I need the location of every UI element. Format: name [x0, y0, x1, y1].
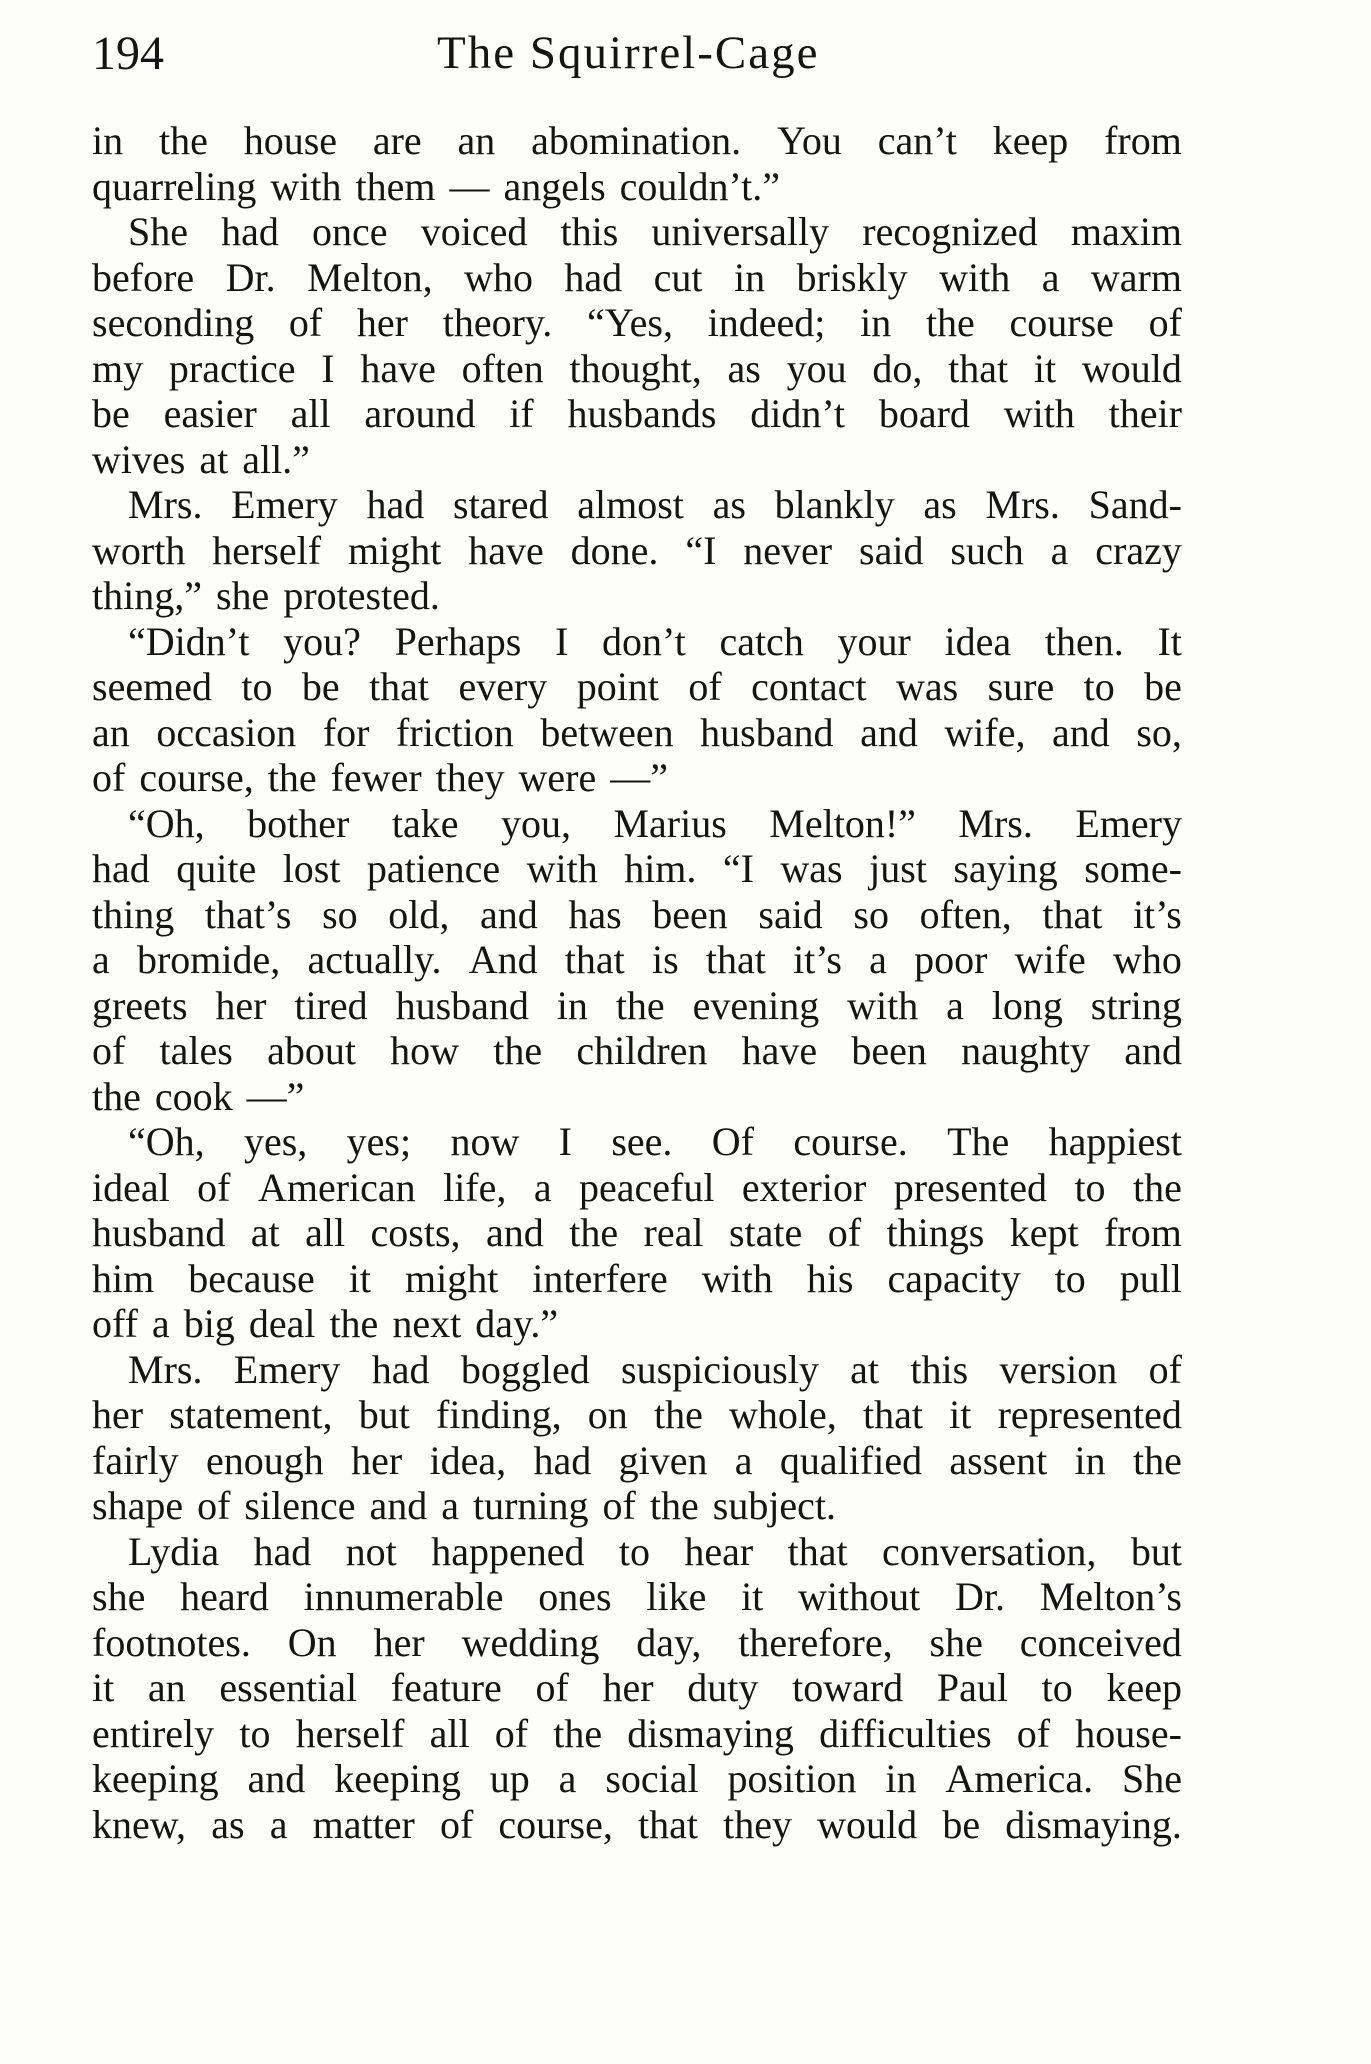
text-line: “Didn’t you? Perhaps I don’t catch your idea then. It: [128, 618, 1182, 664]
text-line: footnotes. On her wedding day, therefore, she conceived: [92, 1619, 1182, 1665]
text-line: She had once voiced this universally recognized maxim: [128, 209, 1182, 254]
text-line: her statement, but finding, on the whole, that it represented: [92, 1392, 1182, 1437]
text-line: fairly enough her idea, had given a qualified assent in the: [92, 1437, 1182, 1483]
page-number: 194: [92, 27, 164, 80]
text-line: in the house are an abomination. You can’t keep from: [92, 118, 1182, 163]
text-line: husband at all costs, and the real state of things kept from: [92, 1210, 1182, 1255]
text-line: entirely to herself all of the dismaying difficulties of house-: [92, 1710, 1182, 1756]
body-text: [92, 118, 1182, 1847]
text-line: knew, as a matter of course, that they would be dismaying.: [92, 1801, 1182, 1847]
text-line: my practice I have often thought, as you do, that it would: [92, 345, 1182, 391]
text-line: quarreling with them — angels couldn’t.”: [92, 163, 781, 209]
text-line: him because it might interfere with his capacity to pull: [92, 1255, 1182, 1301]
text-line: had quite lost patience with him. “I was just saying some-: [92, 846, 1182, 891]
text-line: of tales about how the children have been naughty and: [92, 1028, 1182, 1073]
text-line: keeping and keeping up a social position in America. She: [92, 1756, 1182, 1801]
text-line: Mrs. Emery had boggled suspiciously at this version of: [128, 1346, 1182, 1392]
text-line: she heard innumerable ones like it without Dr. Melton’s: [92, 1574, 1182, 1619]
text-line: it an essential feature of her duty toward Paul to keep: [92, 1665, 1182, 1710]
text-line: “Oh, bother take you, Marius Melton!” Mrs. Emery: [128, 800, 1182, 846]
text-line: a bromide, actually. And that is that it’s a poor wife who: [92, 937, 1182, 982]
text-line: be easier all around if husbands didn’t board with their: [92, 391, 1182, 436]
text-line: Mrs. Emery had stared almost as blankly as Mrs. Sand-: [128, 482, 1182, 527]
text-line: wives at all.”: [92, 436, 310, 482]
text-line: worth herself might have done. “I never said such a crazy: [92, 527, 1182, 573]
text-line: before Dr. Melton, who had cut in briskly with a warm: [92, 254, 1182, 300]
text-line: thing that’s so old, and has been said so often, that it’s: [92, 891, 1182, 937]
text-line: shape of silence and a turning of the subject.: [92, 1483, 837, 1528]
text-line: an occasion for friction between husband and wife, and so,: [92, 709, 1182, 755]
text-line: of course, the fewer they were —”: [92, 755, 669, 800]
text-line: off a big deal the next day.”: [92, 1301, 559, 1346]
text-line: the cook —”: [92, 1073, 305, 1119]
text-line: Lydia had not happened to hear that conversation, but: [128, 1528, 1182, 1574]
text-line: seconding of her theory. “Yes, indeed; in the course of: [92, 300, 1182, 345]
page-header: [92, 22, 1184, 102]
text-line: thing,” she protested.: [92, 573, 440, 618]
text-line: ideal of American life, a peaceful exterior presented to the: [92, 1164, 1182, 1210]
running-head: The Squirrel-Cage: [437, 27, 820, 79]
text-line: seemed to be that every point of contact was sure to be: [92, 664, 1182, 709]
text-line: greets her tired husband in the evening with a long string: [92, 982, 1182, 1028]
text-line: “Oh, yes, yes; now I see. Of course. The happiest: [128, 1119, 1182, 1164]
